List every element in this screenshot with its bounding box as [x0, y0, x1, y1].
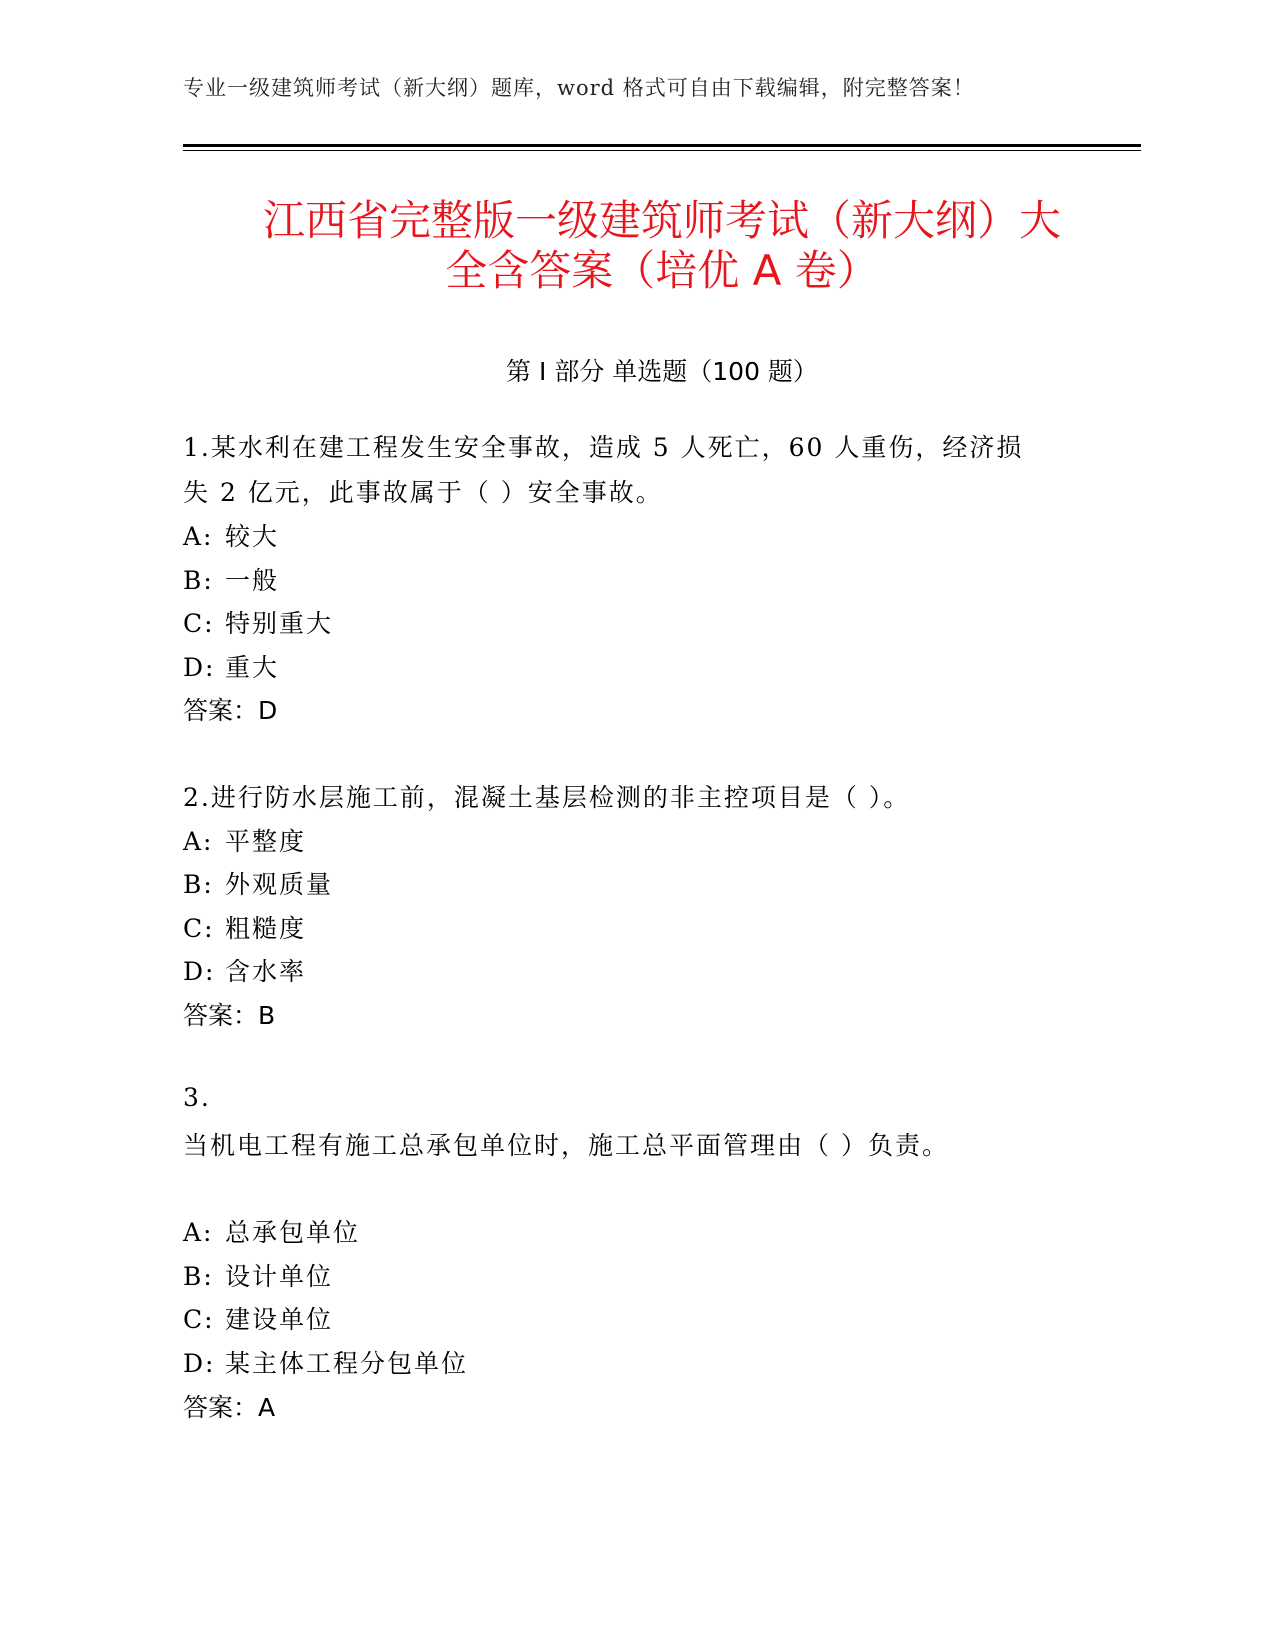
header-rule-thin — [183, 150, 1141, 151]
header-rule-thick — [183, 144, 1141, 147]
option-letter: D: — [183, 653, 216, 682]
option-letter: A: — [183, 522, 214, 551]
option-text: 总承包单位 — [225, 1218, 361, 1247]
question-2-option-d — [183, 952, 306, 988]
question-1-option-d — [183, 648, 279, 684]
option-letter: A: — [183, 827, 214, 856]
option-text: 某主体工程分包单位 — [225, 1349, 469, 1378]
header-note: 专业一级建筑师考试（新大纲）题库，word 格式可自由下载编辑，附完整答案！ — [183, 76, 975, 100]
option-text: 一般 — [225, 566, 280, 595]
option-letter: B: — [183, 870, 214, 899]
question-2-option-a — [183, 822, 306, 858]
question-2-answer: 答案：B — [183, 1001, 276, 1030]
option-letter: D: — [183, 1349, 216, 1378]
document-title — [183, 196, 1141, 296]
question-1-option-c — [183, 604, 333, 640]
option-letter: C: — [183, 1305, 215, 1334]
option-letter: D: — [183, 957, 216, 986]
option-text: 粗糙度 — [225, 914, 307, 943]
question-1-option-b — [183, 561, 279, 597]
question-3-number: 3. — [183, 1083, 211, 1112]
option-text: 特别重大 — [225, 609, 334, 638]
option-text: 平整度 — [225, 827, 307, 856]
question-1-answer: 答案：D — [183, 696, 278, 725]
option-text: 建设单位 — [225, 1305, 334, 1334]
option-text: 含水率 — [225, 957, 307, 986]
option-text: 设计单位 — [225, 1262, 334, 1291]
question-2-stem-line-1: 2.进行防水层施工前，混凝土基层检测的非主控项目是（ ）。 — [183, 783, 911, 812]
option-text: 外观质量 — [225, 870, 334, 899]
option-text: 较大 — [225, 522, 280, 551]
question-1-stem-line-1: 1.某水利在建工程发生安全事故，造成 5 人死亡，60 人重伤，经济损 — [183, 433, 1024, 462]
option-letter: A: — [183, 1218, 214, 1247]
question-2-option-b — [183, 865, 333, 901]
option-letter: C: — [183, 609, 215, 638]
question-2-option-c — [183, 909, 306, 945]
question-1-option-a — [183, 517, 279, 553]
option-letter: B: — [183, 1262, 214, 1291]
question-3-stem: 当机电工程有施工总承包单位时，施工总平面管理由（ ）负责。 — [183, 1131, 949, 1160]
section-heading: 第 I 部分 单选题（100 题） — [506, 357, 818, 386]
document-title-line-1: 江西省完整版一级建筑师考试（新大纲）大 — [262, 196, 1061, 245]
question-3-option-d — [183, 1344, 468, 1380]
document-title-line-2: 全含答案（培优 A 卷） — [445, 246, 879, 295]
question-3-answer: 答案：A — [183, 1393, 276, 1422]
option-letter: B: — [183, 566, 214, 595]
option-letter: C: — [183, 914, 215, 943]
question-3-option-c — [183, 1300, 333, 1336]
option-text: 重大 — [225, 653, 280, 682]
question-1-stem-line-2: 失 2 亿元，此事故属于（ ）安全事故。 — [183, 478, 663, 507]
question-3-option-b — [183, 1257, 333, 1293]
question-3-option-a — [183, 1213, 360, 1249]
